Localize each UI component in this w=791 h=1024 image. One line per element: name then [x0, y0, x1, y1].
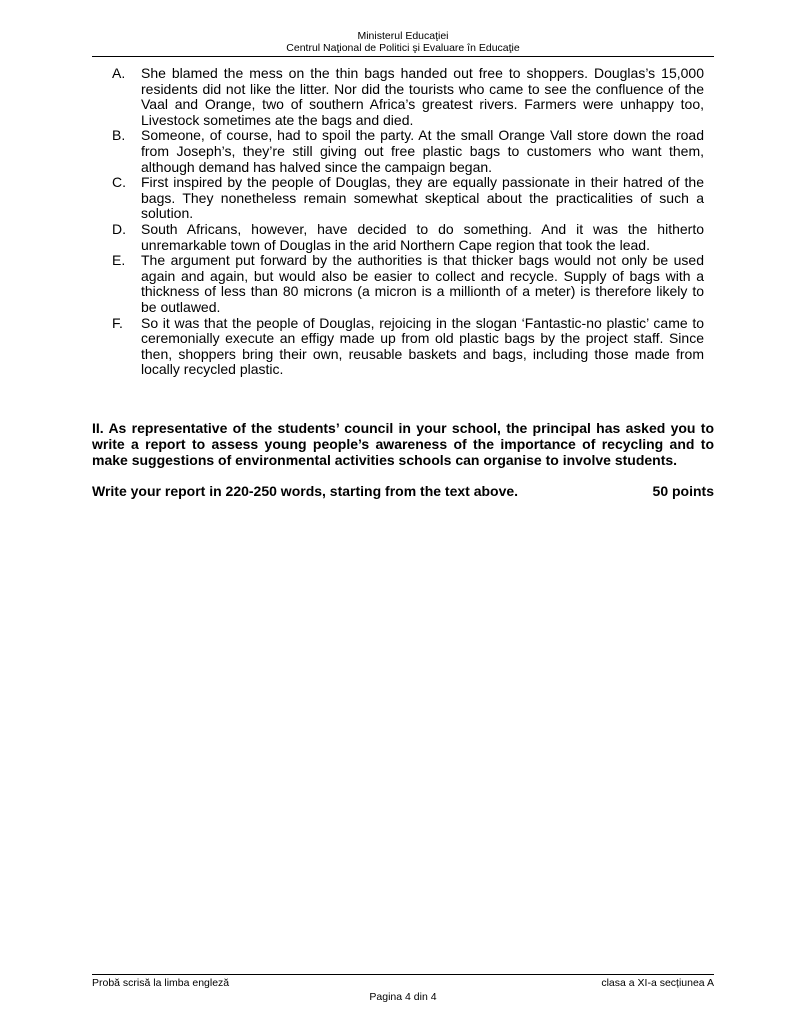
footer-divider — [92, 974, 714, 975]
task-prompt: II. As representative of the students’ council in your school, the principal has asked you to write a report to assess young people’s awareness of the importance of recycling and to make suggestions of environmental activities schools can organise to involve students. — [92, 420, 714, 468]
footer-subject: Probă scrisă la limba engleză — [92, 977, 230, 989]
option-letter: F. — [112, 314, 123, 331]
header-divider — [92, 56, 714, 57]
option-text: The argument put forward by the authorities is that thicker bags would not only be used again and again, but would also be easier to collect and recycle. Supply of bags with a thickness of less than 80 microns (a micron is a millionth of a meter) is therefore likely to be outlawed. — [141, 252, 704, 315]
header-center: Centrul Naţional de Politici şi Evaluare în Educaţie — [286, 42, 520, 54]
option-c — [112, 175, 704, 222]
option-f — [112, 316, 704, 378]
page-number: Pagina 4 din 4 — [369, 991, 437, 1003]
option-d — [112, 222, 704, 253]
option-letter: E. — [112, 252, 126, 269]
option-text: Someone, of course, had to spoil the party. At the small Orange Vall store down the road from Joseph’s, they’re still giving out free plastic bags to customers who want them, although demand has halved since the campaign began. — [141, 127, 704, 175]
option-letter: B. — [112, 127, 126, 144]
points-label: 50 points — [652, 483, 714, 499]
options-list — [112, 66, 704, 378]
option-e — [112, 253, 704, 315]
option-b — [112, 128, 704, 175]
header-ministry: Ministerul Educaţiei — [357, 30, 449, 42]
option-text: She blamed the mess on the thin bags handed out free to shoppers. Douglas’s 15,000 residents did not like the litter. Nor did the tourists who came to see the confluence of the Vaal and Orange, two of southern Africa’s greatest rivers. Farmers were unhappy too, Livestock sometimes ate the bags and died. — [141, 65, 704, 128]
page-header — [92, 30, 714, 54]
option-letter: C. — [112, 174, 126, 191]
option-a — [112, 66, 704, 128]
option-letter: D. — [112, 220, 126, 237]
option-text: South Africans, however, have decided to do something. And it was the hitherto unremarkable town of Douglas in the arid Northern Cape region that took the lead. — [141, 220, 704, 253]
footer-class: clasa a XI-a secțiunea A — [601, 977, 714, 989]
instruction-text: Write your report in 220-250 words, starting from the text above. — [92, 483, 519, 499]
option-text: First inspired by the people of Douglas, they are equally passionate in their hatred of the bags. They nonetheless remain somewhat skeptical about the practicalities of such a solution. — [141, 174, 704, 222]
task-instruction — [92, 483, 714, 499]
option-text: So it was that the people of Douglas, rejoicing in the slogan ‘Fantastic-no plastic’ came to ceremonially execute an effigy made up from old plastic bags by the project staff. Since then, shoppers bring their own, reusable baskets and bags, including those made from locally recycled plastic. — [141, 314, 704, 378]
option-letter: A. — [112, 65, 126, 81]
